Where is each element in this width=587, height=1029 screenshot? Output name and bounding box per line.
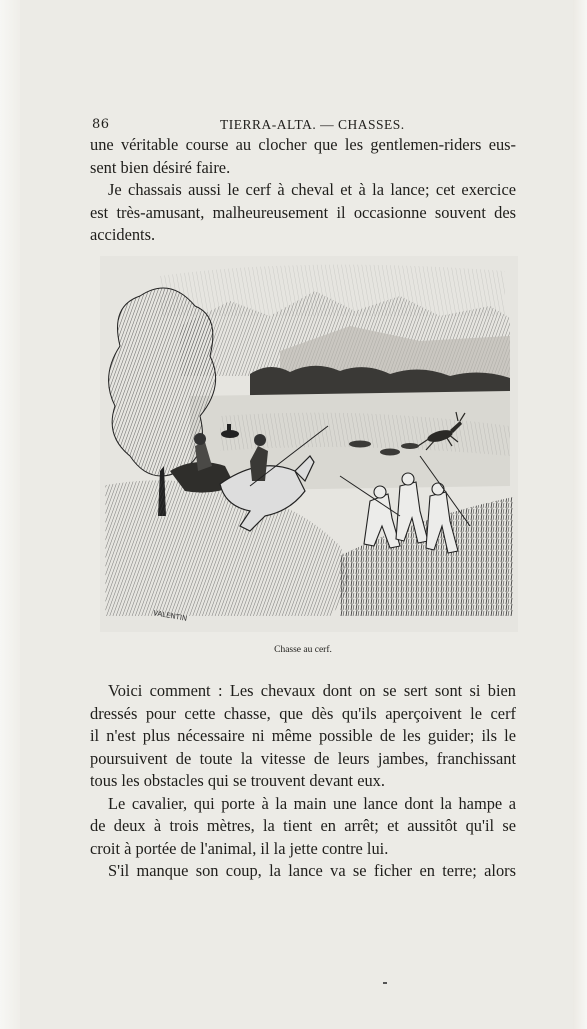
scan-speck xyxy=(383,982,387,984)
text-line: poursuivent de toute la vitesse de leurs jambes, franchissant xyxy=(90,748,516,768)
text-line: Le cavalier, qui porte à la main une lance dont la hampe a xyxy=(108,793,516,813)
deer-hunt-engraving xyxy=(100,256,518,632)
scan-edge-left xyxy=(0,0,20,1029)
text-line: Je chassais aussi le cerf à cheval et à la lance; cet exercice xyxy=(108,180,516,199)
page-number: 86 xyxy=(92,117,110,132)
text-line: croit à portée de l'animal, il la jette contre lui. xyxy=(90,838,389,858)
text-line: tous les obstacles qui se trouvent devant eux. xyxy=(90,771,385,790)
text-line: une véritable course au clocher que les gentlemen-riders eus- xyxy=(90,135,516,154)
text-block-top xyxy=(90,134,516,247)
text-line: Voici comment : Les chevaux dont on se sert sont si bien xyxy=(108,681,516,700)
running-title: TIERRA-ALTA. — CHASSES. xyxy=(220,117,405,132)
figure-caption: Chasse au cerf. xyxy=(274,645,332,655)
text-line: il n'est plus nécessaire ni même possible de les guider; ils le xyxy=(90,726,516,745)
text-line: S'il manque son coup, la lance va se ficher en terre; alors xyxy=(108,861,516,880)
text-line: dressés pour cette chasse, que dès qu'ils aperçoivent le cerf xyxy=(90,703,516,723)
text-line: sent bien désiré faire. xyxy=(90,157,231,177)
text-block-bottom xyxy=(90,680,516,883)
text-line: est très-amusant, malheureusement il occasionne souvent des xyxy=(90,202,516,222)
scan-edge-right xyxy=(573,0,587,1029)
text-line: de deux à trois mètres, la tient en arrêt; et aussitôt qu'il se xyxy=(90,816,516,835)
text-line: accidents. xyxy=(90,225,156,244)
engraver-signature: VALENTIN xyxy=(152,609,188,623)
